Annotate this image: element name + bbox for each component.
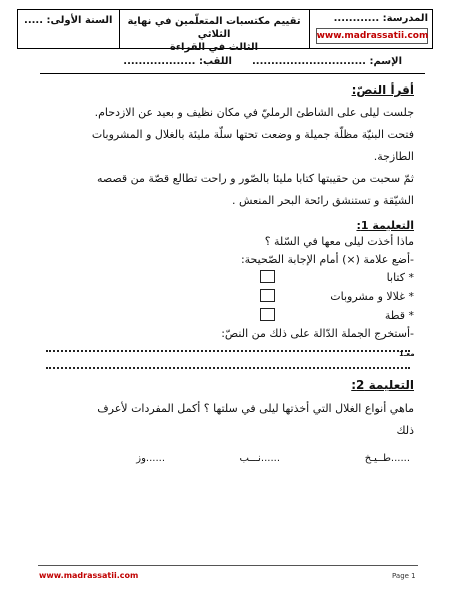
footer-website-link[interactable]: www.madrassatii.com [39, 571, 139, 580]
instruction-1-heading: التعليمة 1: [356, 219, 414, 232]
fill-word-2[interactable]: ......نـــب [239, 453, 280, 464]
year-label: السنة الأولى: ..... [24, 15, 113, 26]
option-1-checkbox[interactable] [260, 270, 275, 283]
answer-line-1[interactable] [46, 350, 410, 352]
paragraph-line-4: ثمّ سحبت من حقيبتها كتابا مليئا بالصّور و راحت تطالع قصّة من قصصه [96, 172, 414, 185]
instruction-2-question-1: ماهي أنواع الغلال التي أخذتها ليلى في سلتها ؟ أكمل المفردات لأعرف [97, 402, 414, 415]
paragraph-line-2: فتحت البنيّة مظلّة جميلة و وضعت تحتها سلّة مليئة بالغلال و المشروبات [91, 128, 414, 141]
instruction-2-heading: التعليمة 2: [351, 378, 414, 392]
fill-word-1[interactable]: ......طــيـخ [364, 453, 410, 464]
last-name-field[interactable]: اللقب: ................... [123, 56, 232, 67]
year-cell [18, 10, 119, 48]
option-3-label: * قطة [384, 309, 414, 322]
school-label: المدرسة: ............ [333, 13, 428, 24]
instruction-1-directive: -أضع علامة (×) أمام الإجابة الصّحيحة: [240, 253, 414, 266]
school-cell [309, 10, 432, 48]
footer-divider [38, 565, 418, 566]
divider-top [40, 73, 425, 74]
paragraph-line-3: الطازجة. [373, 150, 414, 163]
fill-word-3[interactable]: ......وز [136, 453, 165, 464]
title-line-2: الثالث في القراءة [170, 42, 259, 53]
paragraph-line-5: الشيّقة و تستنشق رائحة البحر المنعش . [231, 194, 414, 207]
website-link[interactable]: www.madrassatii.com [316, 28, 428, 44]
answer-line-2[interactable] [46, 367, 410, 369]
title-line-1: تقييم مكتسبات المتعلّمين في نهاية الثلاثي [127, 16, 301, 40]
criterion-note: معـ1 [399, 350, 415, 358]
paragraph-line-1: جلست ليلى على الشاطئ الرمليّ في مكان نظيف و بعيد عن الازدحام. [94, 106, 414, 119]
option-3-checkbox[interactable] [260, 308, 275, 321]
instruction-1-extract: -أستخرج الجملة الدّالة على ذلك من النصّ: [221, 327, 414, 340]
option-2-label: * غلالا و مشروبات [330, 290, 414, 303]
option-2-checkbox[interactable] [260, 289, 275, 302]
reading-heading: أقرأ النصّ: [351, 83, 414, 97]
first-name-field[interactable]: الإسم: .............................. [252, 56, 402, 67]
option-1-label: * كتابا [386, 271, 414, 284]
header-table [17, 9, 433, 53]
title-cell [119, 10, 309, 53]
instruction-1-question: ماذا أخذت ليلى معها في السّلة ؟ [264, 235, 414, 248]
instruction-2-question-2: ذلك [396, 424, 414, 437]
page-number: Page 1 [392, 572, 416, 580]
